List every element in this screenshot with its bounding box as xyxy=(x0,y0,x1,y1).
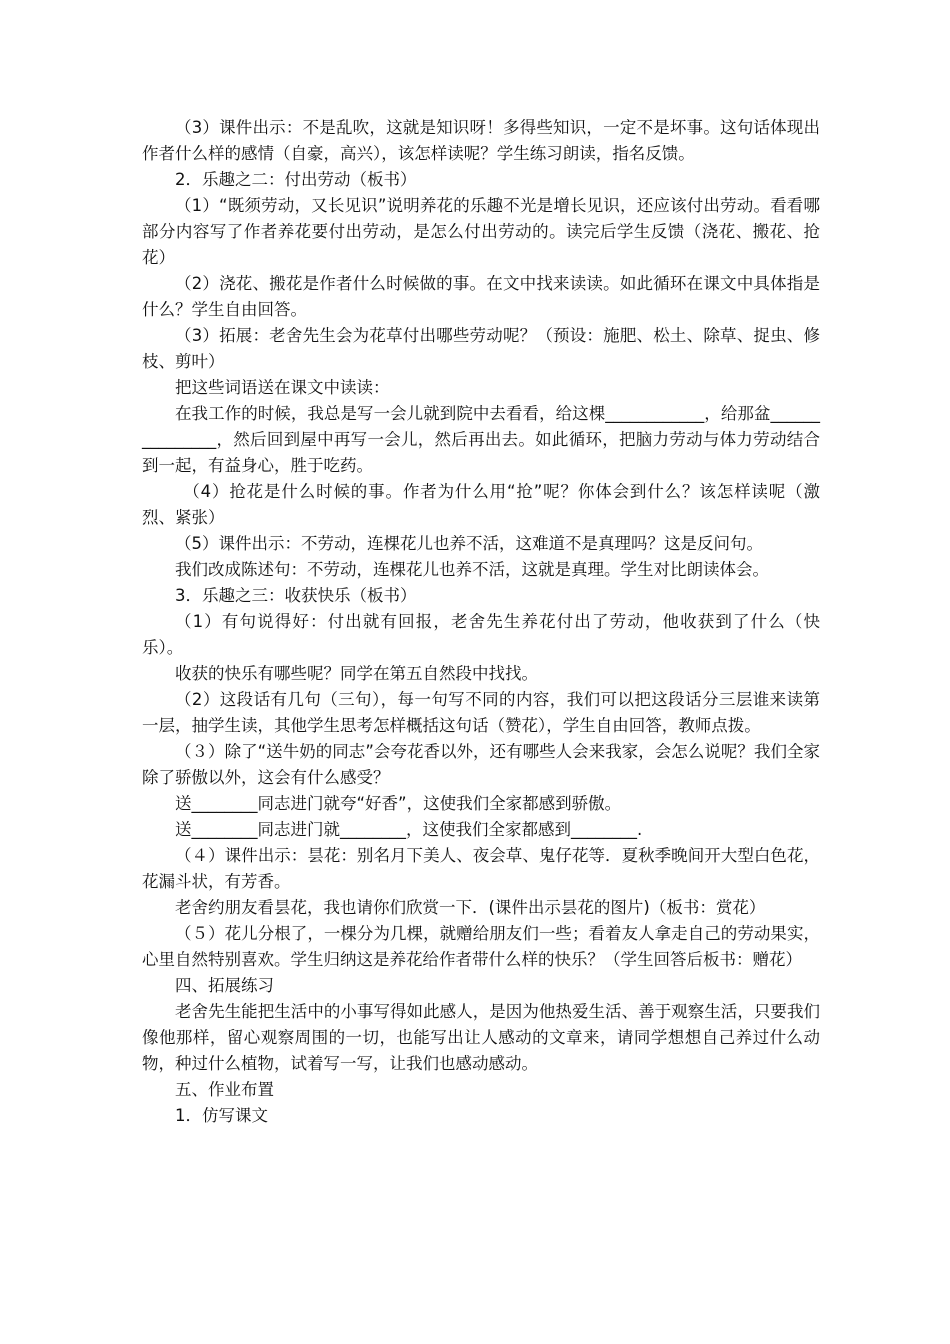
heading-joy-three: 3．乐趣之三：收获快乐（板书） xyxy=(175,586,417,605)
document-body xyxy=(142,115,820,1129)
paragraph-extension-practice: 老舍先生能把生活中的小事写得如此感人，是因为他热爱生活、善于观察生活，只要我们像他那样，留心观察周围的一切，也能写出让人感动的文章来，请同学想想自己养过什么动物，种过什么植物，试着写一写，让我们也感动感动。 xyxy=(142,1002,820,1073)
paragraph-rhetorical-question: （5）课件出示：不劳动，连棵花儿也养不活，这难道不是真理吗？这是反问句。 xyxy=(175,534,763,553)
paragraph-gift-flowers: （５）花儿分根了，一棵分为几棵，就赠给朋友们一些；看着友人拿走自己的劳动果实，心里自然特别喜欢。学生归纳这是养花给作者带什么样的快乐？（学生回答后板书：赠花） xyxy=(142,924,820,969)
paragraph-appreciate-flowers: 老舍约朋友看昙花，我也请你们欣赏一下．(课件出示昙花的图片)（板书：赏花） xyxy=(175,898,766,917)
paragraph-rescue-flowers: （4）抢花是什么时候的事。作者为什么用“抢”呢？你体会到什么？该怎样读呢（激烈、紧张） xyxy=(142,482,820,527)
paragraph-milkman: （３）除了“送牛奶的同志”会夸花香以外，还有哪些人会来我家，会怎么说呢？我们全家除了骄傲以外，这会有什么感受？ xyxy=(142,742,820,787)
paragraph-epiphyllum: （４）课件出示：昙花：别名月下美人、夜会草、鬼仔花等．夏秋季晚间开大型白色花，花漏斗状，有芳香。 xyxy=(142,846,820,891)
paragraph-words-instruction: 把这些词语送在课文中读读： xyxy=(175,378,390,397)
paragraph-reward: （1）有句说得好：付出就有回报，老舍先生养花付出了劳动，他收获到了什么（快乐）。 xyxy=(142,612,820,657)
paragraph-fill-blank-feel: 送________同志进门就________，这使我们全家都感到________. xyxy=(175,820,643,839)
paragraph-explain-knowledge: （3）课件出示：不是乱吹，这就是知识呀！多得些知识，一定不是坏事。这句话体现出作者什么样的感情（自豪，高兴），该怎样读呢？学生练习朗读，指名反馈。 xyxy=(142,118,820,163)
paragraph-watering-moving: （2）浇花、搬花是作者什么时候做的事。在文中找来读读。如此循环在课文中具体指是什么？学生自由回答。 xyxy=(142,274,820,319)
paragraph-extension: （3）拓展：老舍先生会为花草付出哪些劳动呢？（预设：施肥、松土、除草、捉虫、修枝、剪叶） xyxy=(142,326,820,371)
heading-joy-two: 2．乐趣之二：付出劳动（板书） xyxy=(175,170,417,189)
paragraph-three-sentences: （2）这段话有几句（三句），每一句写不同的内容，我们可以把这段话分三层谁来读第一层，抽学生读，其他学生思考怎样概括这句话（赞花），学生自由回答，教师点拨。 xyxy=(142,690,820,735)
heading-section-four: 四、拓展练习 xyxy=(175,976,274,995)
paragraph-declarative: 我们改成陈述句：不劳动，连棵花儿也养不活，这就是真理。学生对比朗读体会。 xyxy=(175,560,769,579)
paragraph-homework-item: 1．仿写课文 xyxy=(175,1106,268,1125)
paragraph-fill-blank-proud: 送________同志进门就夸“好香”，这使我们全家都感到骄傲。 xyxy=(175,794,622,813)
heading-section-five: 五、作业布置 xyxy=(175,1080,274,1099)
paragraph-find-joy: 收获的快乐有哪些呢？同学在第五自然段中找找。 xyxy=(175,664,538,683)
paragraph-fill-blank-work: 在我工作的时候，我总是写一会儿就到院中去看看，给这棵____________，给那盆_______________，然后回到屋中再写一会儿，然后再出去。如此循环，把脑力劳动与体力劳动结合到一起，有益身心，胜于吃药。 xyxy=(142,404,820,475)
paragraph-labor-intro: （1）“既须劳动，又长见识”说明养花的乐趣不光是增长见识，还应该付出劳动。看看哪部分内容写了作者养花要付出劳动，是怎么付出劳动的。读完后学生反馈（浇花、搬花、抢花） xyxy=(142,196,820,267)
